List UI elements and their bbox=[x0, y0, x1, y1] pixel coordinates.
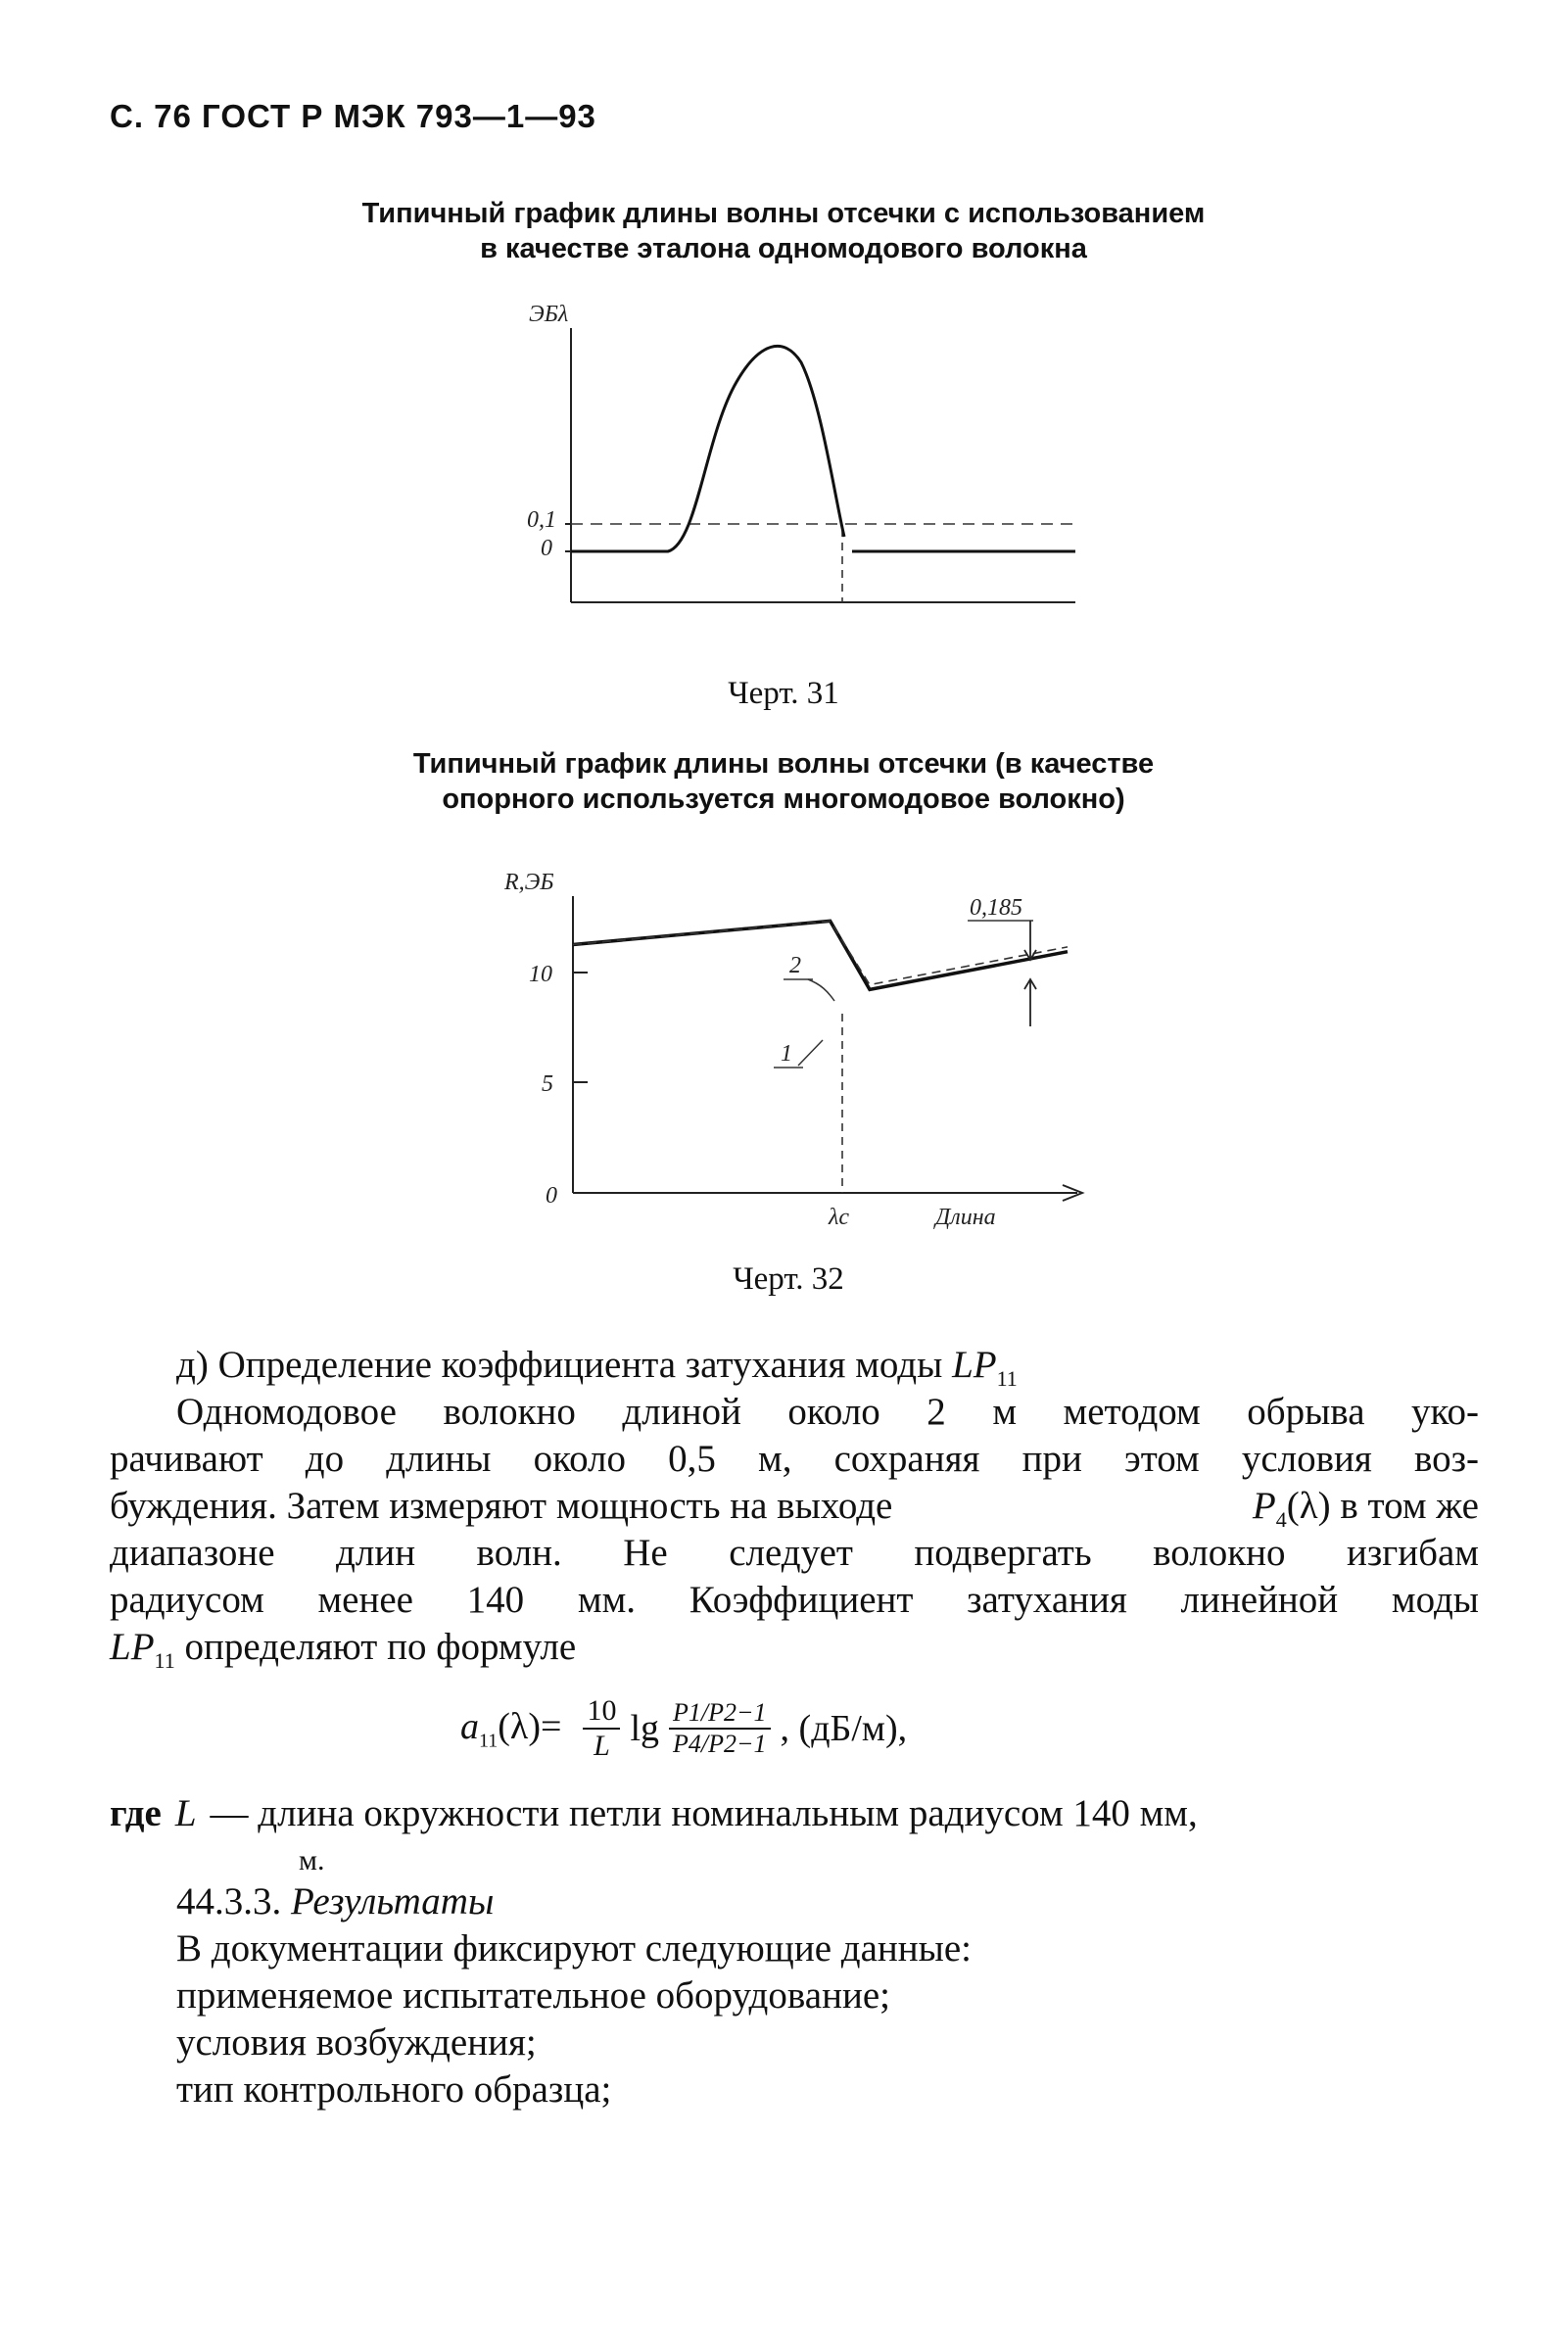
fig32-xtick-lambda-c: λc bbox=[829, 1205, 850, 1230]
formula-frac2 bbox=[669, 1698, 771, 1759]
p1-line6-rest: определяют по формуле bbox=[174, 1626, 577, 1668]
formula-lhs bbox=[460, 1705, 561, 1753]
figure32-label: Черт. 32 bbox=[733, 1261, 844, 1297]
formula-frac1-num: 10 bbox=[583, 1694, 620, 1730]
formula-frac2-den: P4/P2−1 bbox=[673, 1730, 767, 1758]
figure32-caption-line2: опорного используется многомодовое волокно) bbox=[442, 784, 1125, 815]
attenuation-formula bbox=[460, 1685, 907, 1773]
section-d-mode-sub: 11 bbox=[996, 1365, 1018, 1391]
p1-line5: радиусом менее 140 мм. Коэффициент затухания линейной моды bbox=[110, 1579, 1479, 1621]
results-number: 44.3.3. bbox=[176, 1880, 282, 1923]
p1-line3-a: буждения. Затем измеряют мощность на выходе bbox=[110, 1485, 893, 1527]
formula-lhs-sub: 11 bbox=[479, 1730, 499, 1752]
results-list-item: условия возбуждения; bbox=[176, 2021, 537, 2064]
fig31-ytick-0: 0 bbox=[541, 536, 552, 561]
results-list-item: применяемое испытательное оборудование; bbox=[176, 1974, 890, 2017]
p1-line3-rest: (λ) в том же bbox=[1286, 1485, 1479, 1527]
p1-line4: диапазоне длин волн. Не следует подвергать волокно изгибам bbox=[110, 1532, 1479, 1574]
fig32-xlabel: Длина bbox=[935, 1205, 996, 1230]
page-header: С. 76 ГОСТ Р МЭК 793—1—93 bbox=[110, 98, 596, 134]
p1-line2: рачивают до длины около 0,5 м, сохраняя при этом условия воз- bbox=[110, 1438, 1479, 1480]
where-unit: м. bbox=[299, 1844, 325, 1876]
formula-lg: lg bbox=[630, 1708, 659, 1749]
figure32-caption-line1: Типичный график длины волны отсечки (в качестве bbox=[412, 748, 1155, 780]
formula-lhs-a: a bbox=[460, 1705, 479, 1747]
formula-lhs-arg: (λ)= bbox=[498, 1705, 562, 1747]
p1-line3-p-sub: 4 bbox=[1275, 1506, 1287, 1532]
where-var: L bbox=[174, 1792, 197, 1834]
fig32-ytick-5: 5 bbox=[542, 1071, 553, 1097]
results-title: Результаты bbox=[291, 1880, 495, 1923]
fig32-label2-leader bbox=[808, 979, 834, 1001]
formula-frac1-den: L bbox=[594, 1730, 610, 1762]
formula-units: , (дБ/м), bbox=[780, 1708, 908, 1749]
fig31-ytick-01: 0,1 bbox=[527, 507, 556, 533]
figure31-caption-line2: в качестве эталона одномодового волокна bbox=[480, 233, 1087, 264]
fig32-ytick-10: 10 bbox=[529, 962, 552, 987]
section-d-text: д) Определение коэффициента затухания моды bbox=[176, 1344, 943, 1386]
formula-frac2-num: P1/P2−1 bbox=[669, 1698, 771, 1730]
p1-line3-p: P bbox=[1252, 1485, 1276, 1527]
fig32-series-1 bbox=[573, 921, 1068, 989]
fig32-label1-leader bbox=[798, 1040, 823, 1066]
where-word: где bbox=[110, 1792, 162, 1834]
where-desc: — длина окружности петли номинальным радиусом 140 мм, bbox=[210, 1792, 1198, 1834]
results-intro: В документации фиксируют следующие данные: bbox=[176, 1927, 972, 1970]
fig32-curve-label-1: 1 bbox=[781, 1041, 792, 1067]
p1-line6-lp: LP bbox=[110, 1626, 155, 1668]
p1-line6 bbox=[110, 1624, 576, 1685]
fig32-annotation-0185: 0,185 bbox=[970, 895, 1022, 921]
formula-frac1 bbox=[583, 1694, 620, 1763]
figure31-caption-line1: Типичный график длины волны отсечки с использованием bbox=[361, 198, 1206, 229]
p1-line6-lp-sub: 11 bbox=[154, 1647, 175, 1673]
fig32-curve-label-2: 2 bbox=[789, 953, 801, 978]
fig32-ytick-0: 0 bbox=[546, 1183, 557, 1209]
figure31-label: Черт. 31 bbox=[728, 676, 839, 711]
results-list-item: тип контрольного образца; bbox=[176, 2068, 612, 2111]
p1-line1: Одномодовое волокно длиной около 2 м методом обрыва уко- bbox=[176, 1391, 1479, 1433]
results-heading bbox=[176, 1878, 494, 1925]
fig32-series-2 bbox=[573, 921, 1068, 984]
fig31-ylabel: ЭБλ bbox=[529, 302, 569, 327]
fig32-ylabel: R,ЭБ bbox=[504, 870, 554, 895]
section-d-mode: LP bbox=[952, 1344, 997, 1386]
where-line bbox=[110, 1790, 1479, 1837]
